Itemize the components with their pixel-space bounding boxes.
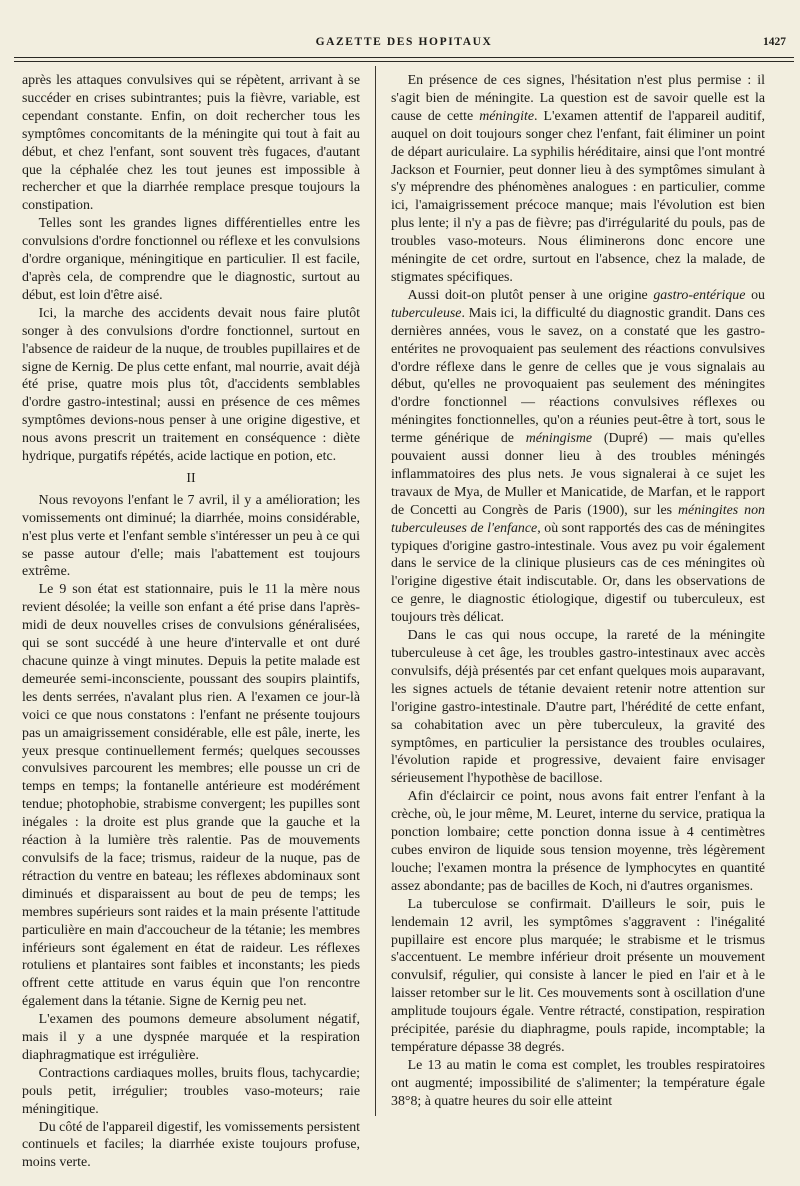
text-run: , où sont rapportés des cas de méningites typiques d'origine gastro-intestinale. Vous avez pu voir également dans le service de la clinique plusieurs cas de ces méningites où l'origine digestive était indiscutable. Or, dans les observations de ce genre, le diagnostic étiologique, digestif ou tuberculeux, est toujours très délicat. — [391, 520, 765, 626]
paragraph: La tuberculose se confirmait. D'ailleurs le soir, puis le lendemain 12 avril, les symptômes s'aggravent : l'inégalité pupillaire est encore plus marquée; le strabisme et le trismus s'accentuent. Le membre inférieur droit présente un mouvement convulsif, régulier, qui consiste à lancer le pied en l'air et à le laisser retomber sur le lit. Ces mouvements sont à oscillation d'une amplitude toujours égale. Ventre rétracté, constipation, respiration précipitée, parésie du diaphragme, pouls rapide, incomptable; la température dépasse 38 degrés. — [391, 896, 765, 1055]
paragraph: L'examen des poumons demeure absolument négatif, mais il y a une dyspnée marquée et la respiration diaphragmatique est irrégulière. — [22, 1012, 360, 1063]
text-run: (Dupré) — mais qu'elles pouvaient aussi donner lieu à des troubles méningés inflammatoires des plus nets. Je vous signalerai à ce sujet les travaux de Mya, de Muller et Manicatide, de Marfan, et le rapport de Concetti au Congrès de Paris (1900), sur les — [391, 431, 765, 518]
column-divider — [375, 66, 376, 1116]
page-number: 1427 — [763, 36, 786, 48]
left-column — [22, 72, 360, 1172]
right-column — [391, 72, 765, 1111]
paragraph: Nous revoyons l'enfant le 7 avril, il y a amélioration; les vomissements ont diminué; la diarrhée, moins considérable, n'est plus verte et l'enfant semble s'intéresser un peu à ce qui se passe autour d'elle; mais l'abattement est toujours extrême. — [22, 492, 360, 580]
paragraph: Telles sont les grandes lignes différentielles entre les convulsions d'ordre fonctionnel ou réflexe et les convulsions d'ordre organique, méningitique en particulier. Il est facile, d'après cela, de comprendre que le diagnostic, surtout au début, est loin d'être aisé. — [22, 216, 360, 303]
page-header — [18, 34, 790, 54]
italic-term: méningite — [479, 108, 534, 124]
paragraph — [391, 72, 765, 287]
paragraph: Ici, la marche des accidents devait nous faire plutôt songer à des convulsions d'ordre fonctionnel, surtout en l'absence de raideur de la nuque, de troubles pupillaires et de signe de Kernig. De plus cette enfant, mal nourrie, avait déjà été prise, quatre mois plus tôt, d'accidents semblables d'ordre gastro-intestinal; aussi en présence de ces mêmes symptômes devions-nous penser à une origine digestive, et nous avons prescrit un traitement en conséquence : diète hydrique, purgatifs répétés, acide lactique en potion, etc. — [22, 305, 360, 465]
paragraph: Dans le cas qui nous occupe, la rareté de la méningite tuberculeuse à cet âge, les troubles gastro-intestinaux avec accès convulsifs, déjà présentés par cet enfant quelques mois auparavant, les signes actuels de tétanie devaient retenir notre attention sur l'origine gastro-intestinale. D'autre part, l'hérédité de cette enfant, sa cohabitation avec un père tuberculeux, la gravité des symptômes, en particulier la persistance des troubles oculaires, l'évolution rapide et progressive, devaient faire envisager sérieusement l'hypothèse de bacillose. — [391, 628, 765, 787]
text-run: ou — [745, 287, 765, 303]
journal-title: GAZETTE DES HOPITAUX — [315, 36, 493, 48]
italic-term: méningites non tuberculeuses de l'enfance — [391, 502, 765, 536]
italic-term: méningisme — [525, 431, 593, 447]
header-rule-thin — [14, 61, 794, 62]
paragraph: Le 13 au matin le coma est complet, les troubles respiratoires ont augmenté; impossibilité de s'alimenter; la température égale 38°8; à quatre heures du soir elle atteint — [391, 1057, 765, 1109]
paragraph: Le 9 son état est stationnaire, puis le 11 la mère nous revient désolée; la veille son enfant a été prise dans l'après-midi de deux nouvelles crises de convulsions généralisées, qui se sont succédé à une heure d'intervalle et ont duré chacune quinze à vingt minutes. Depuis la petite malade est demeurée semi-inconsciente, poussant des soupirs plaintifs, les dents serrées, n'avalant plus rien. A l'examen ce jour-là voici ce que nous constatons : l'enfant ne présente toujours pas un amaigrissement considérable, elle est pâle, inerte, les yeux presque continuellement fermés; quelques secousses convulsives parcourent les membres; elle pousse un cri de temps en temps; la fontanelle antérieure est modérément tendue; photophobie, strabisme convergent; les pupilles sont inégales : la droite est plus grande que la gauche et la réaction à la lumière très ralentie. Pas de mouvements convulsifs de la face; trismus, raideur de la nuque, pas de rétraction du ventre en bateau; les réflexes abdominaux sont diminués et disparaissent au bout de peu de temps; les membres supérieurs sont raides et la main présente l'attitude particulière en main d'accoucheur de la tétanie; les membres inférieurs sont également en état de raideur. Les réflexes rotuliens et plantaires sont faibles et inconstants; les pieds offrent cette attitude en varus équin que l'on rencontre également dans la tétanie. Signe de Kernig peu net. — [22, 582, 360, 1010]
text-run: Aussi doit-on plutôt penser à une origine — [407, 287, 654, 303]
paragraph: Afin d'éclaircir ce point, nous avons fait entrer l'enfant à la crèche, où, le jour même, M. Leuret, interne du service, pratiqua la ponction lombaire; cette ponction donna issue à 4 centimètres cubes environ de liquide sous tension moyenne, très légèrement louche; l'examen montra la présence de lymphocytes en quantité assez abondante; pas de bacilles de Koch, ni d'autres organismes. — [391, 789, 765, 894]
section-number: II — [186, 470, 196, 486]
header-rule-thick — [14, 57, 794, 58]
paragraph: Du côté de l'appareil digestif, les vomissements persistent continuels et faciles; la diarrhée existe toujours profuse, moins verte. — [22, 1119, 360, 1171]
paragraph: après les attaques convulsives qui se répètent, arrivant à se succéder en crises subintrantes; puis la fièvre, variable, est cependant constante. Enfin, on doit rechercher tous les symptômes concomitants de la méningite qui tout à fait au début, et chez l'enfant, sont souvent très fugaces, d'autant que la céphalée chez les tout jeunes est impossible à rechercher et que la diarrhée remplace presque toujours la constipation. — [22, 73, 360, 214]
paragraph — [391, 287, 765, 627]
italic-term: gastro-entérique — [653, 287, 746, 303]
text-run: En présence de ces signes, l'hésitation n'est plus permise : il s'agit bien de méningite. La question est de savoir quelle est la cause de cette — [391, 73, 765, 124]
text-run: . Mais ici, la difficulté du diagnostic grandit. Dans ces dernières années, vous le savez, on a constaté que les gastro-entérites ne provoquaient pas seulement des réactions convulsives d'ordre réflexe dans le genre de celles que je vous signalais au début, qu'elles ne provoquaient pas seulement des méningites d'ordre fonctionnel — réactions convulsives réflexes ou méningites fonctionnelles, qu'on a réunies peut-être à tort, sous le terme générique de — [391, 305, 765, 447]
text-run: . L'examen attentif de l'appareil auditif, auquel on doit toujours songer chez l'enfant, fait éliminer un point de départ auriculaire. La syphilis héréditaire, ainsi que l'ont montré Jackson et Fournier, peut donner lieu à des symptômes simulant à s'y méprendre des phénomènes analogues : en particulier, comme ici, l'amaigrissement précoce manque; mais l'évolution est bien plus lente; il n'y a pas de fièvre; pas d'irrégularité du pouls, pas de troubles vaso-moteurs. Nous éliminerons donc encore une méningite de cet ordre, surtout en l'absence, chez la malade, de stigmates spécifiques. — [391, 108, 765, 285]
italic-term: tuberculeuse — [391, 305, 462, 321]
paragraph: Contractions cardiaques molles, bruits flous, tachycardie; pouls petit, irrégulier; troubles vaso-moteurs; raie méningitique. — [22, 1065, 360, 1117]
